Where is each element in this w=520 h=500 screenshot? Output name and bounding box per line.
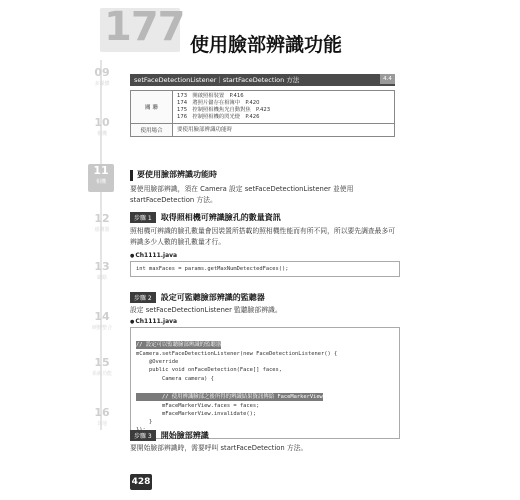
section-marker xyxy=(130,170,133,181)
usage-value: 要使用臉部辨識功能時 xyxy=(177,127,233,133)
step-2-heading xyxy=(130,292,265,303)
chapter-label: 其他 xyxy=(96,421,107,427)
chapter-tab-12[interactable] xyxy=(88,212,116,233)
api-info-table xyxy=(130,90,395,137)
chapter-number: 09 xyxy=(94,66,110,79)
step-1-heading xyxy=(130,212,281,223)
code-comment-highlight: // 使用辨識臉部之後所得的辨識結果資訊傳給 FaceMarkerView xyxy=(136,393,323,400)
code-comment-highlight: // 設定可以監聽臉部辨識的監聽器 xyxy=(136,342,222,348)
chapter-number: 14 xyxy=(94,310,110,323)
related-row xyxy=(131,91,394,124)
step-1-text: 照相機可辨識的臉孔數量會因裝置所搭載的照相機性能而有所不同，所以要先調查最多可辨識多少人數的臉孔數量才行。 xyxy=(130,227,396,246)
code-line: @Override xyxy=(136,359,179,366)
chapter-tab-09[interactable] xyxy=(88,66,116,87)
step-3-tag: 步驟 3 xyxy=(130,430,156,441)
step-3-title: 開始臉部辨識 xyxy=(160,431,209,440)
step-2-text: 設定 setFaceDetectionListener 監聽臉部辨識。 xyxy=(130,306,282,314)
step-2-code-block xyxy=(130,327,400,439)
chapter-number: 13 xyxy=(94,260,110,273)
page-number: 428 xyxy=(130,474,152,490)
chapter-number: 11 xyxy=(93,164,109,177)
code-line: mCamera.setFaceDetectionListener(new FaceDetectionListener() { xyxy=(136,351,338,357)
related-item: 173 開啟照相裝置 P.416 xyxy=(177,93,244,99)
page-title: 使用臉部辨識功能 xyxy=(190,34,343,56)
related-list xyxy=(173,91,274,123)
related-item: 176 控制照相機的閃光燈 P.426 xyxy=(177,114,260,120)
step-1-code-block xyxy=(130,261,400,277)
chapter-label: 相機 xyxy=(96,131,107,137)
api-method-text: setFaceDetectionListener｜startFaceDetection 方法 xyxy=(134,76,300,84)
usage-label: 使用場合 xyxy=(131,124,173,136)
code-line: mFaceMarkerView.faces = faces; xyxy=(136,402,260,409)
chapter-tab-13[interactable] xyxy=(88,260,116,281)
step-1-tag: 步驟 1 xyxy=(130,212,156,223)
chapter-number: 16 xyxy=(94,406,110,419)
chapter-label: 多媒體 xyxy=(94,81,110,87)
step-2-file-label: ● Ch1111.java xyxy=(130,318,177,325)
related-item: 175 控制照相機焦光自動對焦 P.423 xyxy=(177,107,271,113)
api-method-bar xyxy=(130,74,395,86)
code-line: Camera camera) { xyxy=(136,375,214,382)
code-line: int maxFaces = params.getMaxNumDetectedFaces(); xyxy=(136,266,289,272)
chapter-tab-11-active[interactable] xyxy=(88,164,114,192)
chapter-label: 感測器 xyxy=(94,227,110,233)
section-title: 要使用臉部辨識功能時 xyxy=(137,170,217,179)
code-line: mFaceMarkerView.invalidate(); xyxy=(136,411,257,418)
code-line: } xyxy=(136,419,153,426)
api-level-badge: 4.4 xyxy=(380,74,395,84)
code-line: public void onFaceDetection(Face[] faces, xyxy=(136,367,283,374)
chapter-tab-10[interactable] xyxy=(88,116,116,137)
chapter-label: 網路 xyxy=(96,275,107,281)
chapter-tab-15[interactable] xyxy=(88,356,116,377)
chapter-label: 相機 xyxy=(95,179,106,185)
chapter-number: 10 xyxy=(94,116,110,129)
intro-paragraph: 要使用臉部辨識，須在 Camera 設定 setFaceDetectionListener 並使用 startFaceDetection 方法。 xyxy=(130,185,354,204)
usage-row xyxy=(131,124,394,136)
step-3-text: 要開始臉部辨識時，需要呼叫 startFaceDetection 方法。 xyxy=(130,444,308,452)
step-3-heading xyxy=(130,430,209,441)
step-2-title: 設定可監聽臉部辨識的監聽器 xyxy=(160,293,265,302)
tip-number: 177 xyxy=(104,4,185,50)
chapter-number: 12 xyxy=(94,212,110,225)
chapter-tab-14[interactable] xyxy=(88,310,116,331)
step-1-title: 取得照相機可辨識臉孔的數量資訊 xyxy=(160,213,281,222)
chapter-tab-16[interactable] xyxy=(88,406,116,427)
related-item: 174 將照片儲存在相簿中 P.420 xyxy=(177,100,260,106)
related-label: 關 聯 xyxy=(131,91,173,123)
step-1-file-label: ● Ch1111.java xyxy=(130,252,177,259)
chapter-label: 系統功能 xyxy=(91,371,112,377)
chapter-number: 15 xyxy=(94,356,110,369)
step-2-tag: 步驟 2 xyxy=(130,292,156,303)
chapter-label: 硬體整合 xyxy=(91,325,112,331)
